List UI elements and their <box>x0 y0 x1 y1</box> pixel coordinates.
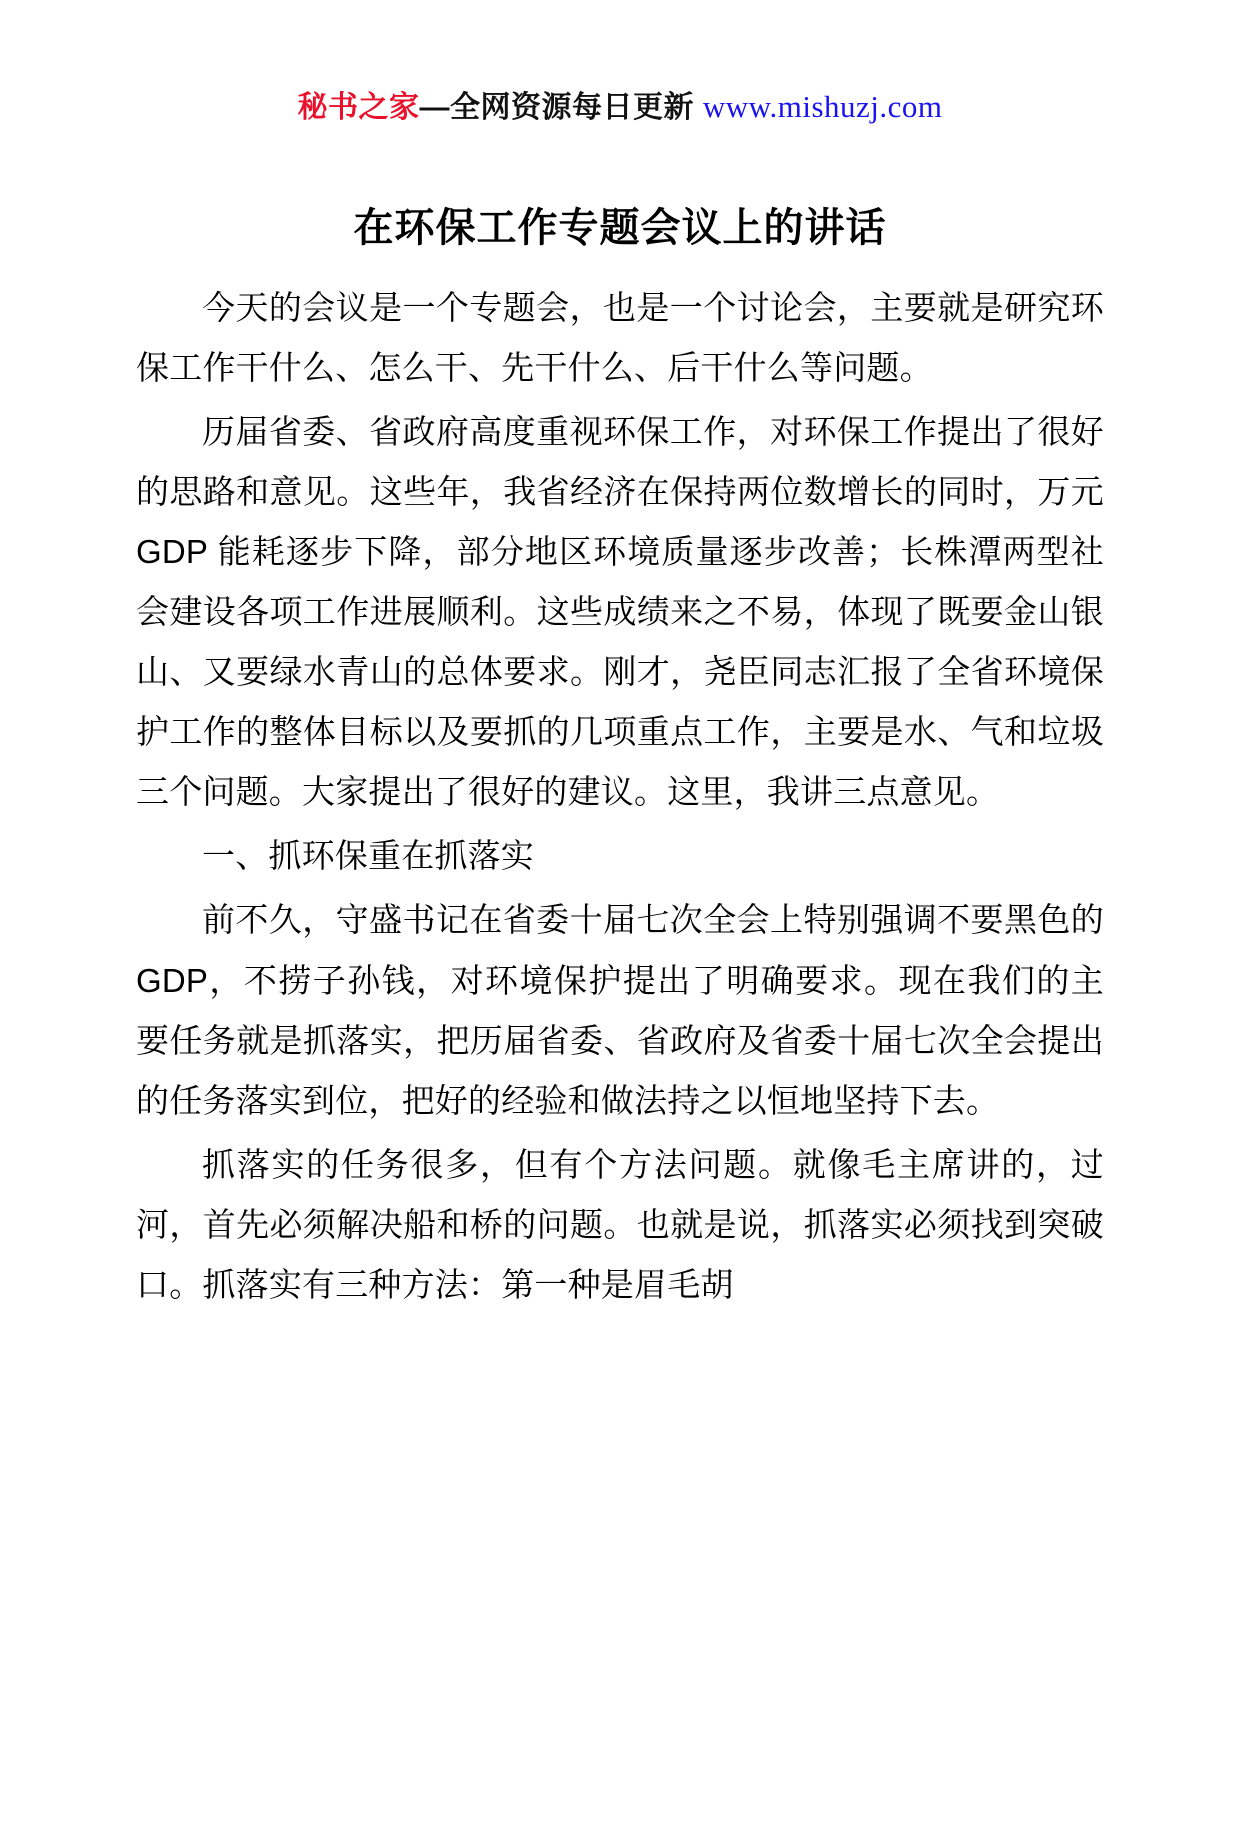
watermark-separator: —全网资源每日更新 <box>419 91 703 124</box>
watermark-url[interactable]: www.mishuzj.com <box>702 89 943 124</box>
paragraph: 历届省委、省政府高度重视环保工作，对环保工作提出了很好的思路和意见。这些年，我省经济在保持两位数增长的同时，万元 GDP 能耗逐步下降，部分地区环境质量逐步改善；长株潭两型社会建设各项工作进展顺利。这些成绩来之不易，体现了既要金山银山、又要绿水青山的总体要求。刚才，尧臣同志汇报了全省环境保护工作的整体目标以及要抓的几项重点工作，主要是水、气和垃圾三个问题。大家提出了很好的建议。这里，我讲三点意见。 <box>136 413 1104 811</box>
paragraph: 今天的会议是一个专题会，也是一个讨论会，主要就是研究环保工作干什么、怎么干、先干什么、后干什么等问题。 <box>136 289 1104 387</box>
paragraph: 前不久，守盛书记在省委十届七次全会上特别强调不要黑色的 GDP，不捞子孙钱，对环境保护提出了明确要求。现在我们的主要任务就是抓落实，把历届省委、省政府及省委十届七次全会提出的任务落实到位，把好的经验和做法持之以恒地坚持下去。 <box>136 901 1104 1119</box>
document-page <box>0 88 1240 1842</box>
document-body <box>136 278 1104 1315</box>
site-watermark <box>136 88 1104 126</box>
page-title: 在环保工作专题会议上的讲话 <box>353 206 887 250</box>
paragraph: 抓落实的任务很多，但有个方法问题。就像毛主席讲的，过河，首先必须解决船和桥的问题。也就是说，抓落实必须找到突破口。抓落实有三种方法：第一种是眉毛胡 <box>136 1145 1104 1303</box>
section-heading: 一、抓环保重在抓落实 <box>202 837 534 875</box>
watermark-brand: 秘书之家 <box>297 91 420 124</box>
